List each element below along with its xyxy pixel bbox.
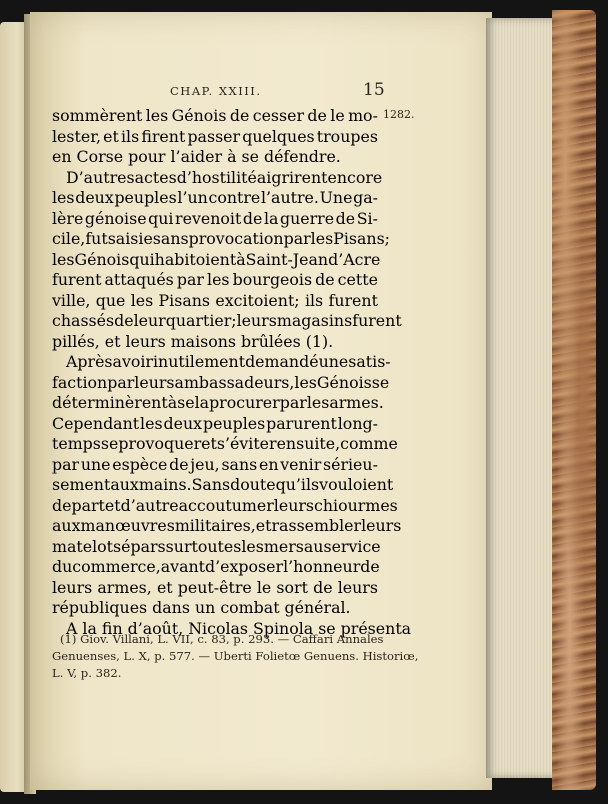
body-line: républiques dans un combat général. — [52, 598, 351, 617]
body-line: en Corse pour l’aider à se défendre. — [52, 147, 341, 166]
body-line: sement aux mains. Sans doute qu’ils vouloient — [52, 475, 394, 494]
body-line: leurs armes, et peut-être le sort de leurs — [52, 577, 378, 597]
body-line: pillés, et leurs maisons brûlées (1). — [52, 331, 334, 351]
page-edges — [486, 18, 556, 778]
margin-year: 1282. — [383, 108, 415, 121]
body-line: chassés de leur quartier; leurs magasins furent — [52, 311, 402, 330]
footnote-line: L. V, p. 382. — [52, 666, 122, 680]
body-line: cile, fut saisie sans provocation par les Pisans; — [52, 229, 390, 248]
body-line: A la fin d’août, Nicolas Spinola se présenta — [66, 618, 412, 638]
body-line: furent attaqués par les bourgeois de cette — [52, 270, 378, 289]
body-line: de part et d’autre accoutumer leurs chiourmes — [52, 495, 398, 515]
footnote-line: Genuenses, L. X, p. 577. — Uberti Folietœ Genuens. Historiœ, — [52, 649, 419, 663]
body-line: D’autres actes d’hostilité aigrirent encore — [66, 167, 383, 187]
body-line: temps se provoquer et s’éviter ensuite, comme — [52, 434, 398, 453]
body-line: ville, que les Pisans excitoient; ils furent — [52, 290, 378, 310]
body-line: les Génois qui habitoient à Saint-Jean d’Acre — [52, 249, 381, 269]
body-line: Cependant les deux peuples parurent long- — [52, 413, 378, 433]
body-line: par une espèce de jeu, sans en venir sérieu- — [52, 454, 378, 474]
body-line: du commerce, avant d’exposer l’honneur de — [52, 557, 380, 576]
body-line: déterminèrent à se la procurer par les armes. — [52, 393, 384, 412]
body-line: les deux peuples l’un contre l’autre. Une ga- — [52, 188, 378, 207]
body-line: faction par leurs ambassadeurs, les Génois se — [52, 372, 390, 392]
body-line: lère génoise qui revenoit de la guerre de Si- — [52, 208, 378, 228]
marbled-cover — [552, 10, 596, 790]
footnote-line: (1) Giov. Villani, L. VII, c. 83, p. 293. — Caffari Annales — [60, 632, 384, 646]
body-line: Après avoir inutilement demandé une satis- — [66, 352, 391, 371]
running-head: CHAP. XXIII. — [170, 84, 262, 98]
body-line: lester, et ils firent passer quelques troupes — [52, 126, 378, 146]
page-number: 15 — [363, 80, 385, 100]
body-line: matelots épars sur toutes les mers au service — [52, 536, 381, 556]
body-line: sommèrent les Génois de cesser de le mo- — [52, 106, 378, 125]
body-line: aux manœuvres militaires, et rassembler leurs — [52, 516, 402, 535]
